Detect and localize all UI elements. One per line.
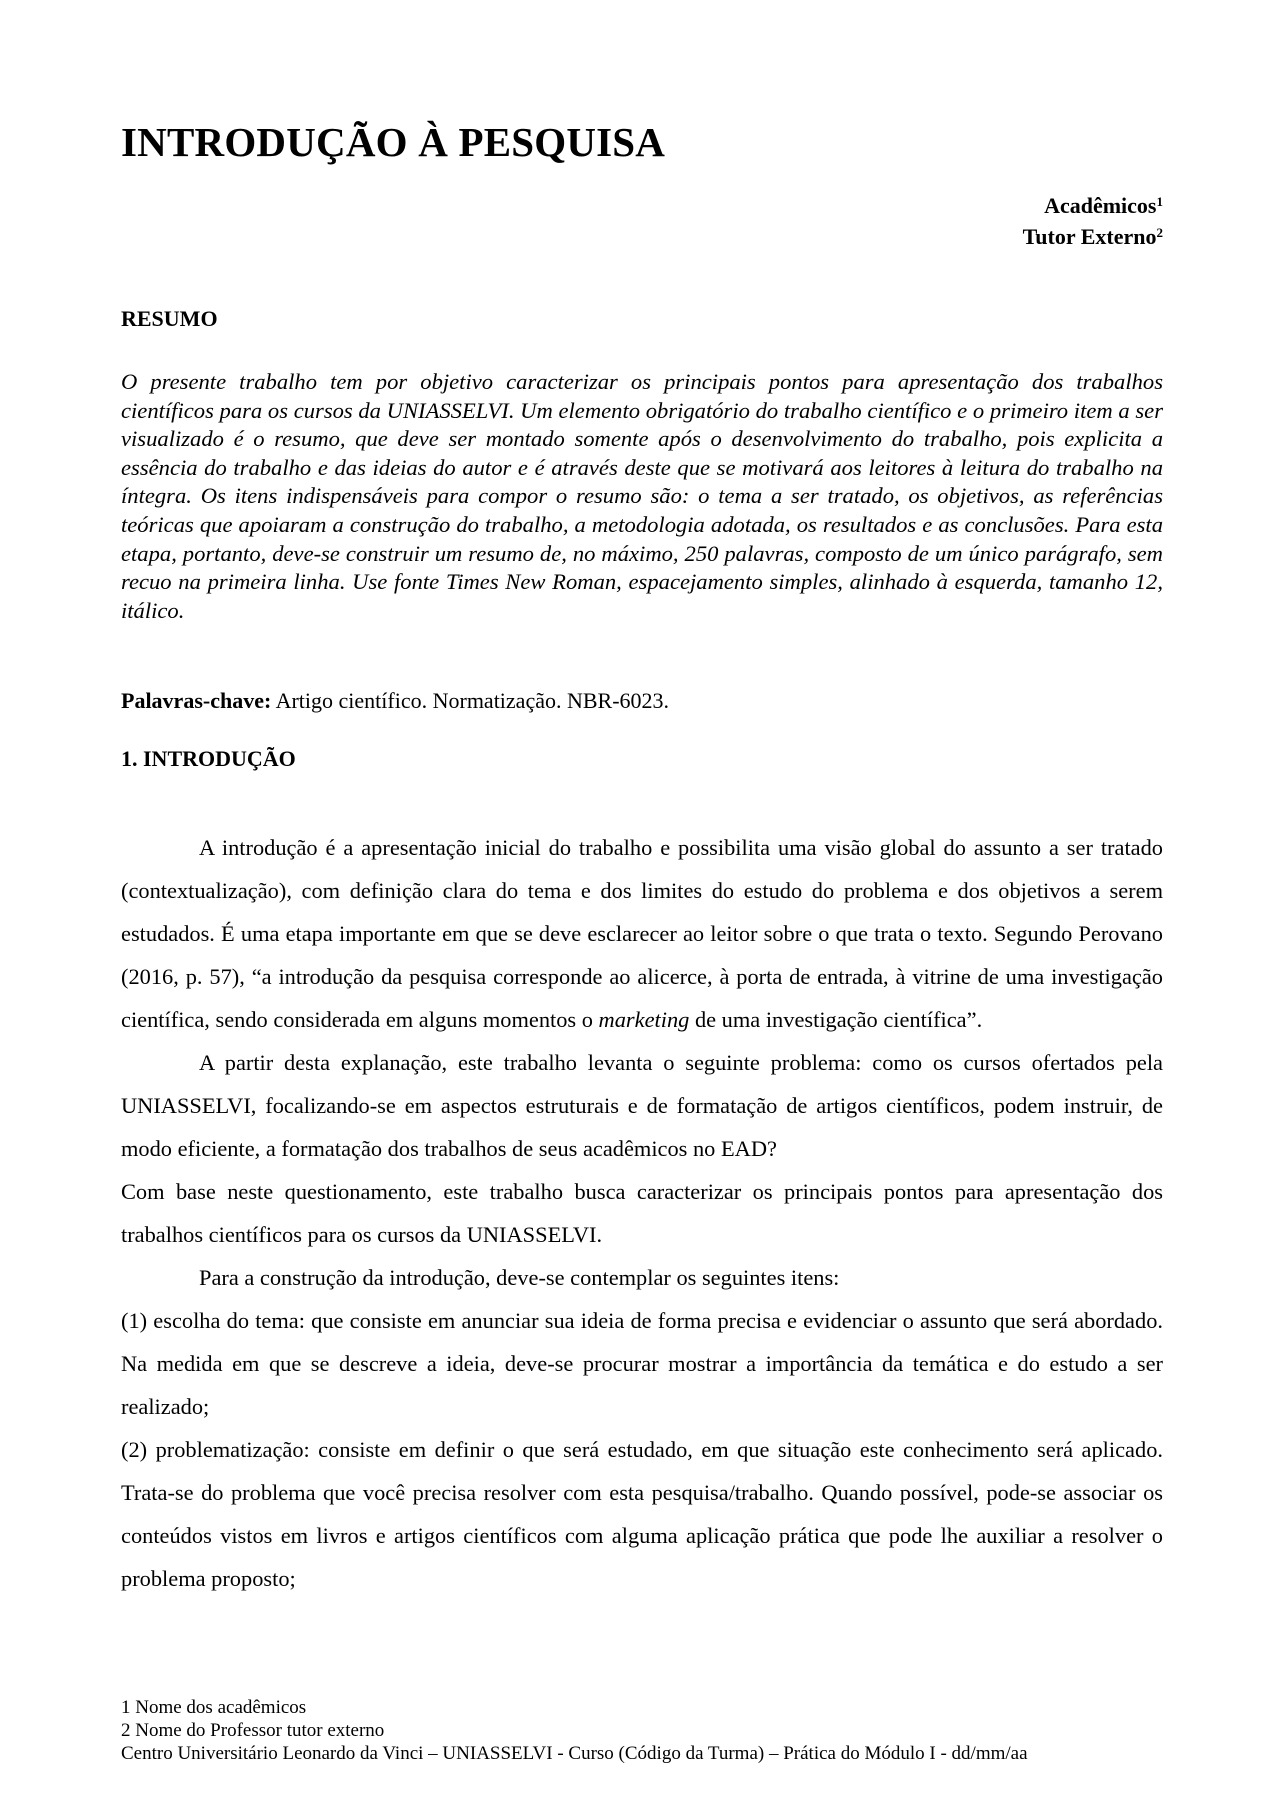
document-page	[121, 0, 1163, 1811]
resumo-heading: RESUMO	[121, 306, 218, 331]
author-block	[1023, 190, 1163, 252]
intro-paragraph-4: Para a construção da introdução, deve-se contemplar os seguintes itens:	[199, 1265, 840, 1290]
emphasis-marketing: marketing	[598, 1007, 690, 1032]
keywords-value: Artigo científico. Normatização. NBR-6023.	[275, 688, 670, 713]
footnote-2: 2 Nome do Professor tutor externo	[121, 1720, 385, 1741]
footnotes	[121, 1696, 1028, 1765]
footnote-ref-2: 2	[1156, 225, 1163, 240]
footnote-1: 1 Nome dos acadêmicos	[121, 1697, 307, 1718]
intro-paragraph-3: Com base neste questionamento, este trabalho busca caracterizar os principais pontos para apresentação dos trabalhos científicos para os cursos da UNIASSELVI.	[121, 1179, 1163, 1247]
abstract-text: O presente trabalho tem por objetivo caracterizar os principais pontos para apresentação dos trabalhos científicos para os cursos da UNIASSELVI. Um elemento obrigatório do trabalho científico e o primeiro item a ser visualizado é o resumo, que deve ser montado somente após o desenvolvimento do trabalho, pois explicita a essência do trabalho e das ideias do autor e é através deste que se motivará aos leitores à leitura do trabalho na íntegra. Os itens indispensáveis para compor o resumo são: o tema a ser tratado, os objetivos, as referências teóricas que apoiaram a construção do trabalho, a metodologia adotada, os resultados e as conclusões. Para esta etapa, portanto, deve-se construir um resumo de, no máximo, 250 palavras, composto de um único parágrafo, sem recuo na primeira linha. Use fonte Times New Roman, espacejamento simples, alinhado à esquerda, tamanho 12, itálico.	[121, 369, 1163, 623]
page-footer: Centro Universitário Leonardo da Vinci – UNIASSELVI - Curso (Código da Turma) – Prática do Módulo I - dd/mm/aa	[121, 1743, 1028, 1764]
section-heading-introducao: 1. INTRODUÇÃO	[121, 746, 296, 771]
list-item-2: (2) problematização: consiste em definir o que será estudado, em que situação este conhecimento será aplicado. Trata-se do problema que você precisa resolver com esta pesquisa/trabalho. Quando possível, pode-se associar os conteúdos vistos em livros e artigos científicos com alguma aplicação prática que pode lhe auxiliar a resolver o problema proposto;	[121, 1437, 1163, 1591]
list-item-1: (1) escolha do tema: que consiste em anunciar sua ideia de forma precisa e evidenciar o assunto que será abordado. Na medida em que se descreve a ideia, deve-se procurar mostrar a importância da temática e do estudo a ser realizado;	[121, 1308, 1163, 1419]
author-academicos: Acadêmicos$^1$	[1044, 193, 1163, 218]
introduction-body	[121, 826, 1163, 1600]
intro-paragraph-1: A introdução é a apresentação inicial do trabalho e possibilita uma visão global do assunto a ser tratado (contextualização), com definição clara do tema e dos limites do estudo do problema e dos objetivos a serem estudados. É uma etapa importante em que se deve esclarecer ao leitor sobre o que trata o texto. Segundo Perovano (2016, p. 57), “a introdução da pesquisa corresponde ao alicerce, à porta de entrada, à vitrine de uma investigação científica, sendo considerada em alguns momentos o marketing de uma investigação científica”.	[121, 835, 1163, 1032]
intro-paragraph-2: A partir desta explanação, este trabalho levanta o seguinte problema: como os cursos ofertados pela UNIASSELVI, focalizando-se em aspectos estruturais e de formatação de artigos científicos, podem instruir, de modo eficiente, a formatação dos trabalhos de seus acadêmicos no EAD?	[121, 1050, 1163, 1161]
document-title: INTRODUÇÃO À PESQUISA	[121, 119, 666, 165]
keywords	[121, 688, 669, 714]
keywords-label: Palavras-chave:	[121, 688, 272, 713]
footnote-ref-1: 1	[1156, 194, 1163, 209]
author-tutor: Tutor Externo$^2$	[1022, 224, 1163, 249]
